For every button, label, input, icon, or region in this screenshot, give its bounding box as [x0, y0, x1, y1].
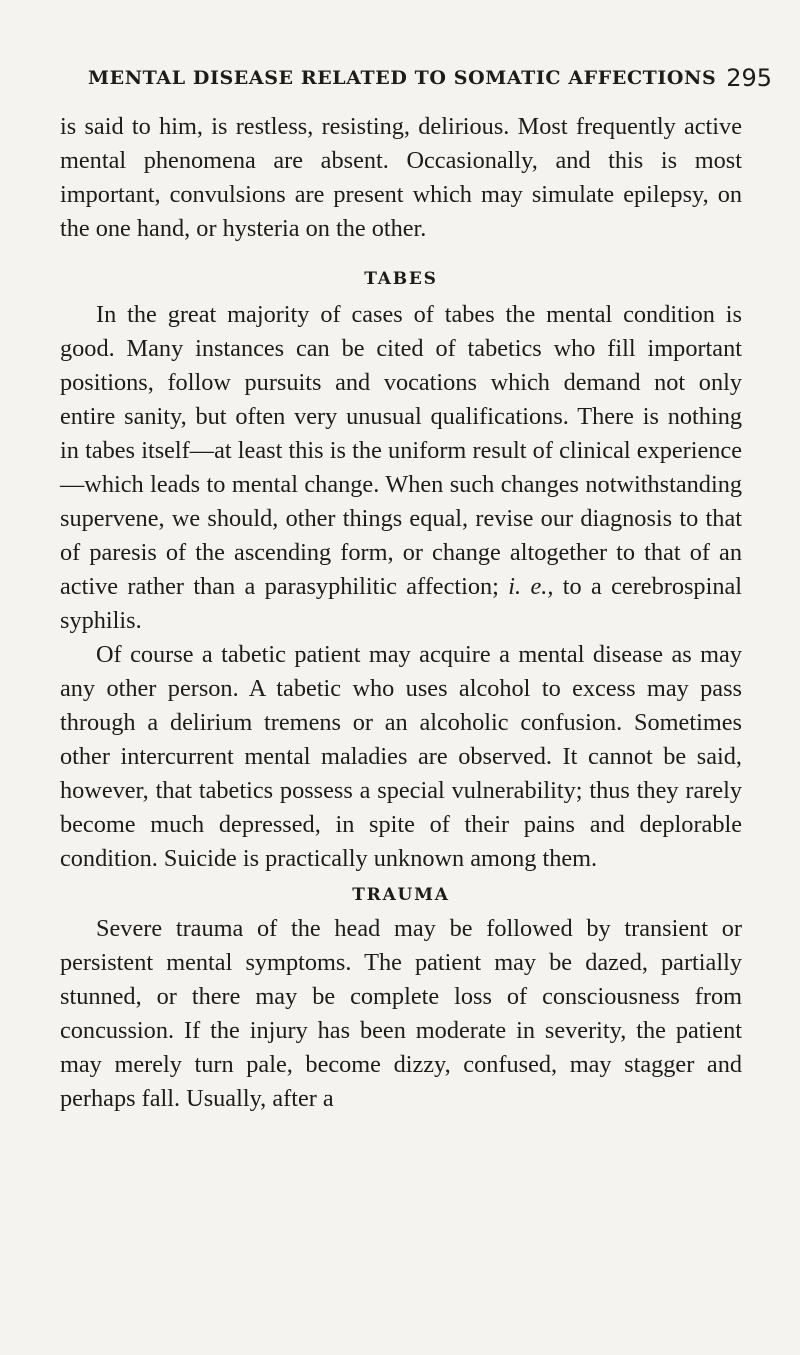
- paragraph-tabes-mental-condition: [60, 298, 742, 638]
- running-head-title: MENTAL DISEASE RELATED TO SOMATIC AFFECTIONS: [88, 67, 717, 89]
- paragraph-text: In the great majority of cases of tabes the mental condition is good. Many instances can be cited of tabetics who fill important positions, follow pursuits and vocations which demand not only entire sanity, but often very unusual qualifications. There is nothing in tabes itself—at least this is the uniform result of clinical experience—which leads to mental change. When such changes notwithstanding supervene, we should, other things equal, revise our diagnosis to that of paresis of the ascending form, or change altogether to that of an active rather than a parasyphilitic affection;: [60, 301, 742, 600]
- body-text: [60, 110, 742, 1116]
- section-heading-tabes: TABES: [364, 269, 438, 289]
- running-head: [88, 60, 772, 96]
- paragraph-text: to a cerebrospinal syphilis.: [60, 573, 743, 634]
- section-heading-trauma: TRAUMA: [352, 885, 450, 905]
- page-number: 295: [726, 64, 772, 92]
- paragraph-continued: is said to him, is restless, resisting, delirious. Most frequently active mental phenomena are absent. Occasionally, and this is most important, convulsions are present which may simulate epilepsy, on the one hand, or hysteria on the other.: [60, 113, 742, 242]
- paragraph-tabetic-mental-disease: Of course a tabetic patient may acquire a mental disease as may any other person. A tabetic who uses alcohol to excess may pass through a delirium tremens or an alcoholic confusion. Sometimes other intercurrent mental maladies are observed. It cannot be said, however, that tabetics possess a special vulnerability; thus they rarely become much depressed, in spite of their pains and deplorable condition. Suicide is practically unknown among them.: [60, 641, 742, 872]
- paragraph-trauma: Severe trauma of the head may be followed by transient or persistent mental symptoms. The patient may be dazed, partially stunned, or there may be complete loss of consciousness from concussion. If the injury has been moderate in severity, the patient may merely turn pale, become dizzy, confused, may stagger and perhaps fall. Usually, after a: [60, 915, 742, 1112]
- italic-abbreviation: i. e.,: [508, 573, 554, 600]
